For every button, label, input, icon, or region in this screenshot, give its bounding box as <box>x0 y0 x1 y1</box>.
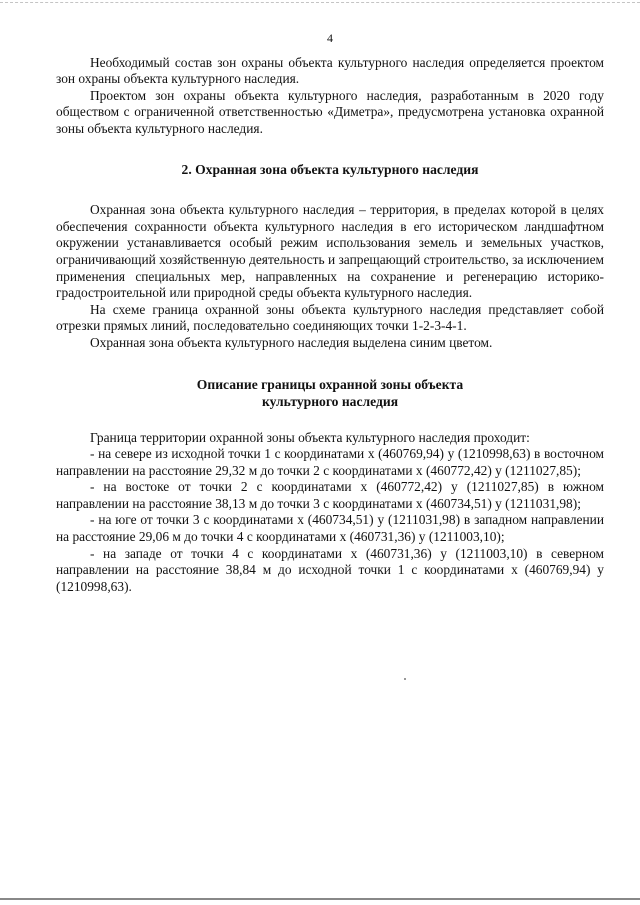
intro-paragraph-1: Необходимый состав зон охраны объекта культурного наследия определяется проектом зон охраны объекта культурного наследия. <box>56 54 604 87</box>
section-2-paragraph-3: Охранная зона объекта культурного наследия выделена синим цветом. <box>90 334 493 350</box>
boundary-heading-line-1: Описание границы охранной зоны объекта <box>196 376 464 392</box>
boundary-item-north: - на севере из исходной точки 1 с координатами х (460769,94) у (1210998,63) в восточном направлении на расстояние 29,32 м до точки 2 с координатами х (460772,42) у (1211027,85); <box>56 446 604 478</box>
boundary-item-east: - на востоке от точки 2 с координатами х (460772,42) у (1211027,85) в южном направлении на расстояние 38,13 м до точки 3 с координатами х (460734,51) у (1211031,98); <box>56 479 604 511</box>
section-2-paragraph-1: Охранная зона объекта культурного наследия – территория, в пределах которой в целях обеспечения сохранности объекта культурного наследия в его историческом ландшафтном окружении устанавливается особый режим использования земель и земельных участков, ограничивающий хозяйственную деятельность и запрещающий строительство, за исключением применения специальных мер, направленных на сохранение и регенерацию историко-градостроительной или природной среды объекта культурного наследия. <box>56 202 604 301</box>
boundary-lead: Граница территории охранной зоны объекта культурного наследия проходит: <box>90 429 530 445</box>
section-2-paragraph-2: На схеме граница охранной зоны объекта культурного наследия представляет собой отрезки прямых линий, последовательно соединяющих точки 1-2-3-4-1. <box>56 301 604 334</box>
scan-bottom-edge <box>0 898 640 900</box>
section-2-heading: 2. Охранная зона объекта культурного наследия <box>181 161 479 177</box>
page-number: 4 <box>327 31 333 45</box>
scan-speck <box>404 678 406 680</box>
boundary-heading-line-2: культурного наследия <box>261 393 399 409</box>
scan-top-edge <box>0 2 640 3</box>
boundary-heading <box>56 376 604 410</box>
document-page <box>56 30 604 595</box>
intro-paragraph-2: Проектом зон охраны объекта культурного наследия, разработанным в 2020 году обществом с ограниченной ответственностью «Диметра», предусмотрена установка охранной зоны объекта культурного наследия. <box>56 87 604 136</box>
boundary-item-west: - на западе от точки 4 с координатами х (460731,36) у (1211003,10) в северном направлении на расстояние 38,84 м до исходной точки 1 с координатами х (460769,94) у (1210998,63). <box>56 545 604 594</box>
boundary-item-south: - на юге от точки 3 с координатами х (460734,51) у (1211031,98) в западном направлении на расстояние 29,06 м до точки 4 с координатами х (460731,36) у (1211003,10); <box>56 512 604 545</box>
